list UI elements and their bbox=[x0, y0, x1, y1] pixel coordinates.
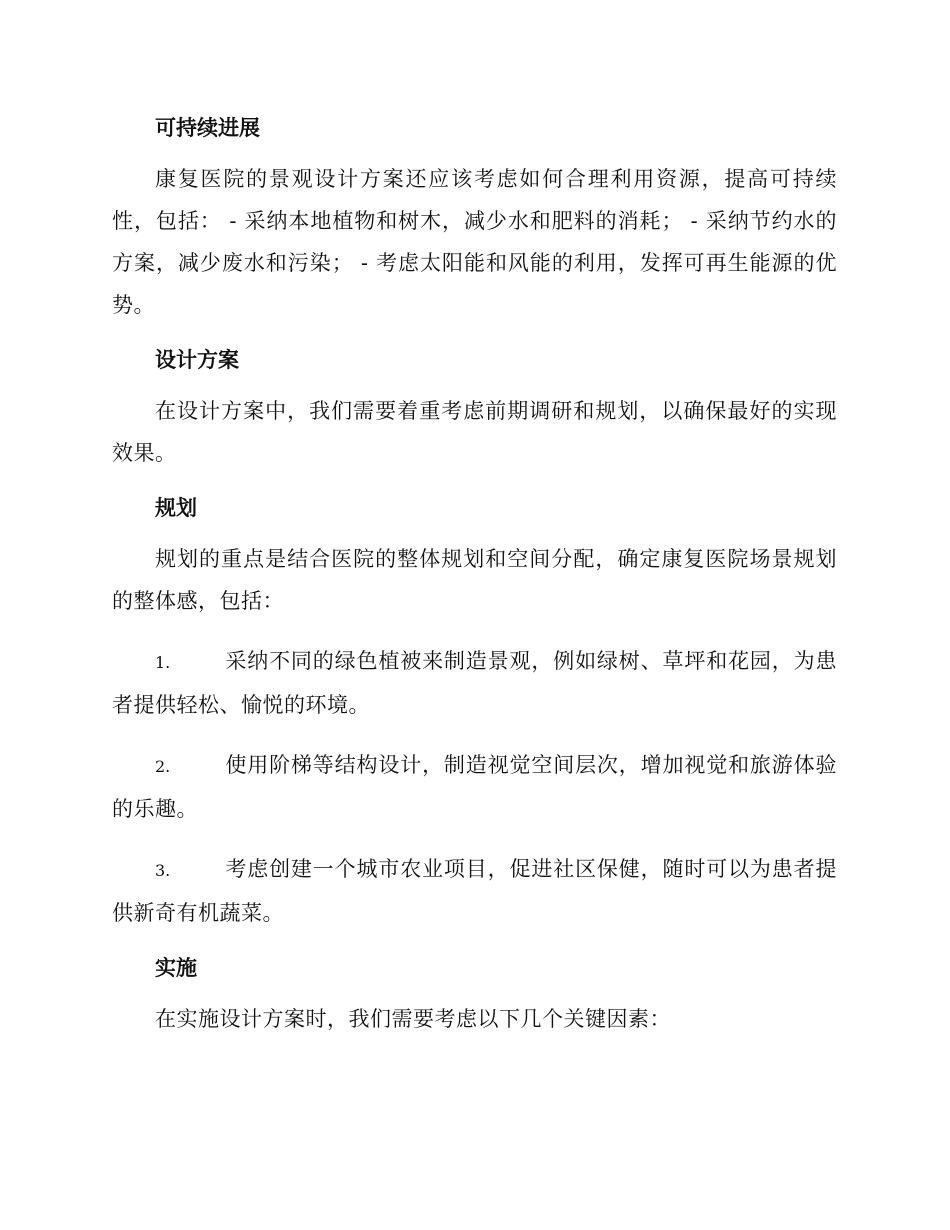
section-paragraph-implementation: 在实施设计方案时，我们需要考虑以下几个关键因素： bbox=[155, 1007, 671, 1031]
section-heading-design-plan: 设计方案 bbox=[155, 348, 239, 372]
spacer bbox=[112, 830, 837, 848]
spacer bbox=[112, 934, 837, 948]
section-paragraph-sustainability: 康复医院的景观设计方案还应该考虑如何合理利用资源，提高可持续性，包括： - 采纳本地植物和树木，减少水和肥料的消耗； - 采纳节约水的方案，减少废水和污染； - 考虑太阳能和风能的利用，发挥可再生能源的优势。 bbox=[112, 167, 837, 317]
spacer bbox=[112, 326, 837, 340]
list-item-text: 考虑创建一个城市农业项目，促进社区保健，随时可以为患者提供新奇有机蔬菜。 bbox=[112, 857, 837, 925]
section-paragraph-planning: 规划的重点是结合医院的整体规划和空间分配，确定康复医院场景规划的整体感，包括： bbox=[112, 547, 837, 613]
spacer bbox=[112, 988, 837, 998]
list-item bbox=[112, 640, 837, 726]
section-heading-planning: 规划 bbox=[155, 496, 197, 520]
spacer bbox=[112, 474, 837, 488]
spacer bbox=[112, 380, 837, 390]
spacer bbox=[112, 148, 837, 158]
list-item-number: 2. bbox=[155, 757, 171, 776]
list-item-number: 3. bbox=[155, 861, 171, 880]
spacer bbox=[112, 528, 837, 538]
list-item bbox=[112, 848, 837, 934]
list-item-text: 使用阶梯等结构设计，制造视觉空间层次，增加视觉和旅游体验的乐趣。 bbox=[112, 753, 837, 821]
document-body bbox=[112, 108, 837, 1040]
list-item-text: 采纳不同的绿色植被来制造景观，例如绿树、草坪和花园，为患者提供轻松、愉悦的环境。 bbox=[112, 649, 837, 717]
spacer bbox=[112, 622, 837, 640]
list-item bbox=[112, 744, 837, 830]
section-heading-implementation: 实施 bbox=[155, 956, 197, 980]
section-paragraph-design-plan: 在设计方案中，我们需要着重考虑前期调研和规划，以确保最好的实现效果。 bbox=[112, 399, 837, 465]
list-item-number: 1. bbox=[155, 653, 171, 672]
section-heading-sustainability: 可持续进展 bbox=[155, 116, 260, 140]
spacer bbox=[112, 726, 837, 744]
